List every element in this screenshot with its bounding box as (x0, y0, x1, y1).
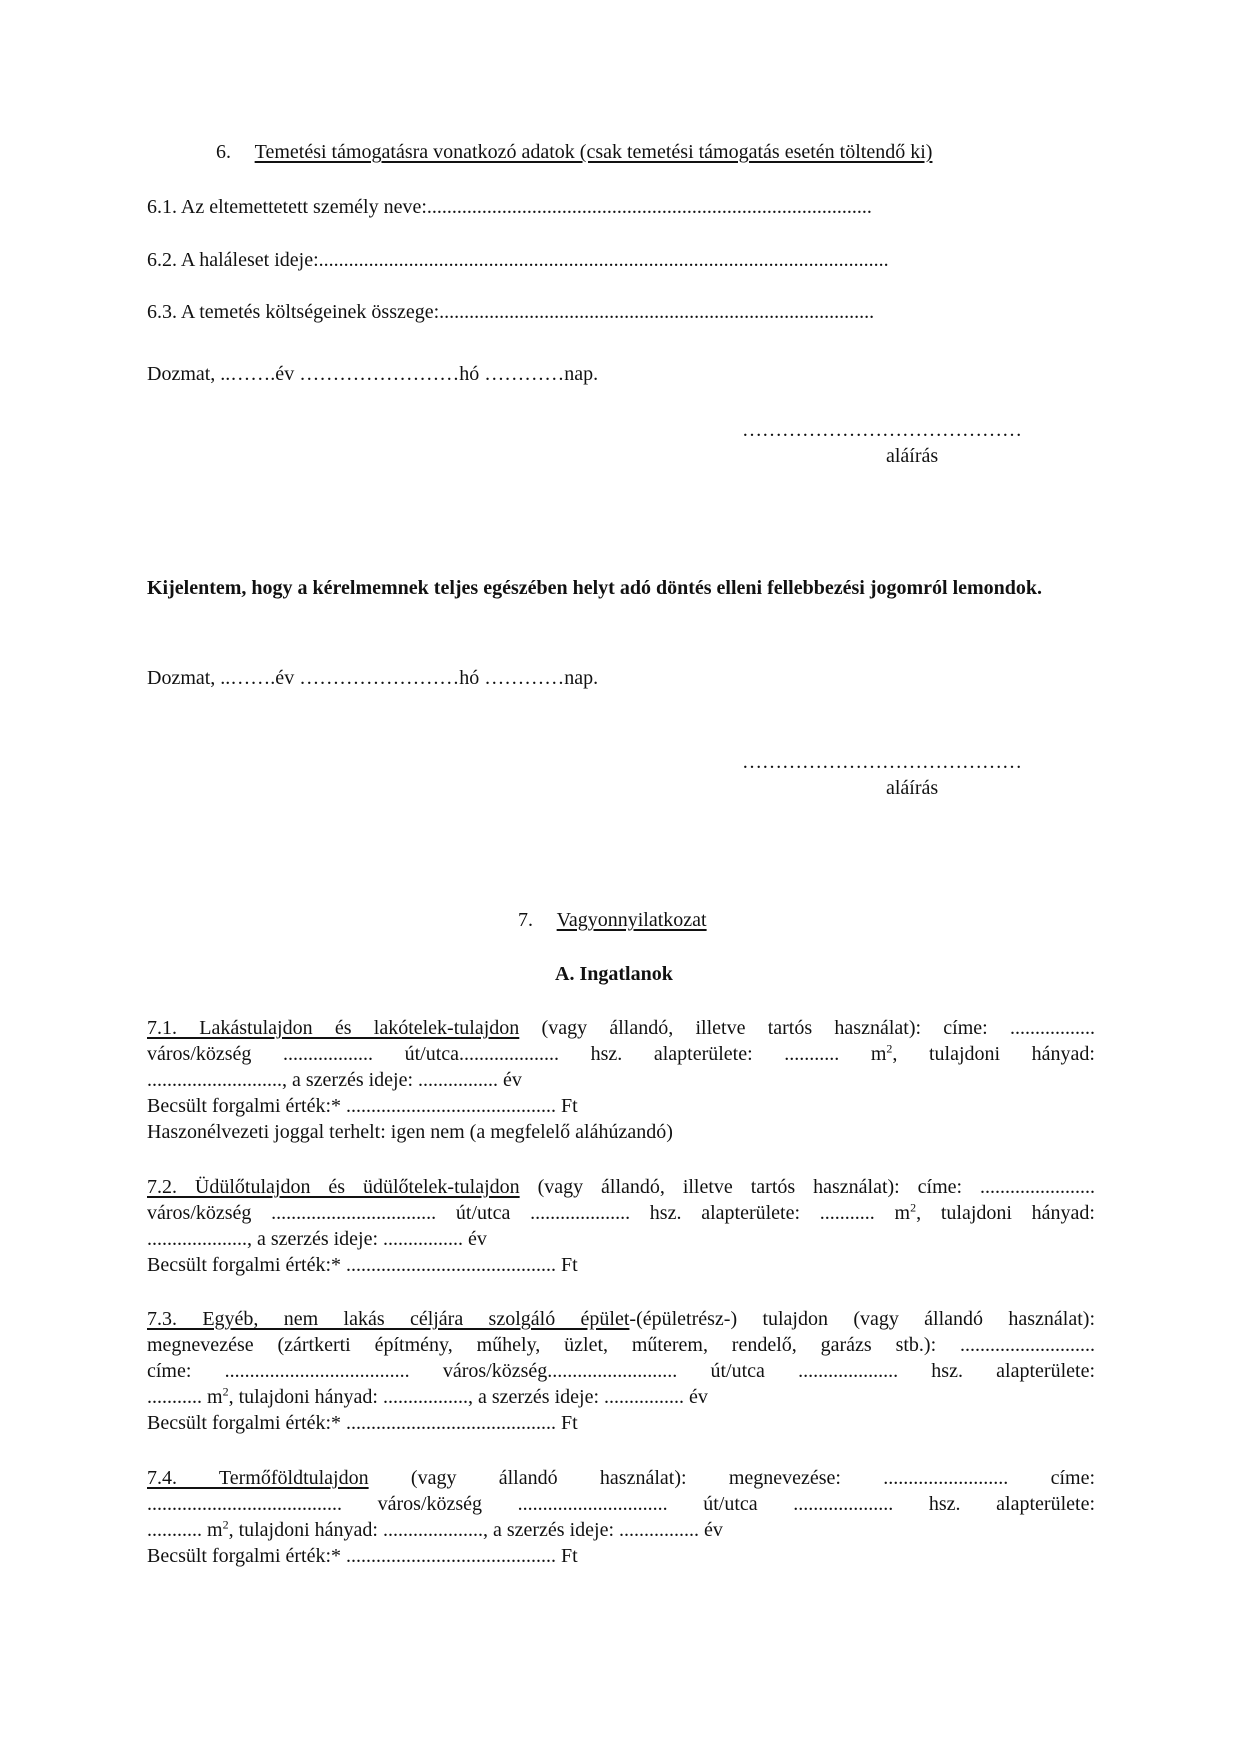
p73-sup: 2 (222, 1384, 229, 1399)
p71-heading: 7.1. Lakástulajdon és lakótelek-tulajdon (147, 1017, 520, 1039)
item-6-2: 6.2. A haláleset ideje:.................................................................................................................. (147, 249, 889, 271)
p74-line-1 (147, 1466, 1095, 1492)
section-6-number: 6. (216, 141, 231, 163)
p73-line-1-text: -(épületrész-) tulajdon (vagy állandó használat): (629, 1308, 1096, 1330)
p72-line-1 (147, 1175, 1095, 1201)
p73-line-5: Becsült forgalmi érték:* .......................................... Ft (147, 1412, 578, 1434)
section-7-title: Vagyonnyilatkozat (556, 909, 707, 931)
section-6-title: Temetési támogatásra vonatkozó adatok (csak temetési támogatás esetén töltendő ki) (254, 141, 933, 163)
p72-line-1-text: (vagy állandó, illetve tartós használat): címe: ....................... (537, 1176, 1095, 1198)
date-line-2: Dozmat, ..…….év ……………………hó …………nap. (147, 667, 599, 689)
p74-line-3a: ........... m (147, 1519, 223, 1541)
date-line-1: Dozmat, ..…….év ……………………hó …………nap. (147, 363, 599, 385)
p71-line-1 (147, 1016, 1095, 1042)
p73-line-3: címe: ..................................... város/község.......................... út/utca .................... hsz. alapterülete: (147, 1360, 1095, 1382)
p73-line-2: megnevezése (zártkerti építmény, műhely, üzlet, műterem, rendelő, garázs stb.): ........................... (147, 1334, 1095, 1356)
p71-line-3: ..........................., a szerzés ideje: ................ év (147, 1069, 522, 1091)
declaration-text (147, 576, 1095, 602)
declaration-content: Kijelentem, hogy a kérelmemnek teljes egészében helyt adó döntés elleni fellebbezési jogomról lemondok. (147, 577, 1043, 599)
section-7-number: 7. (518, 909, 533, 931)
p74-line-3 (147, 1518, 1095, 1544)
p71-sup: 2 (886, 1041, 893, 1056)
p72-line-4: Becsült forgalmi érték:* .......................................... Ft (147, 1254, 578, 1276)
p74-line-2: ....................................... város/község .............................. út/utca .................... hsz. alapterülete: (147, 1493, 1095, 1515)
signature-label-2: aláírás (886, 777, 939, 799)
signature-line-2: …………………………………… (742, 751, 1022, 773)
p71-line-5: Haszonélvezeti joggal terhelt: igen nem (a megfelelő aláhúzandó) (147, 1121, 673, 1143)
p72-line-2a: város/község ................................. út/utca .................... hsz. alapterülete: ........... m (147, 1202, 911, 1224)
item-6-1: 6.1. Az eltemettetett személy neve:......................................................................................... (147, 196, 872, 218)
p74-line-1-text: (vagy állandó használat): megnevezése: ......................... címe: (410, 1467, 1096, 1489)
p71-line-2 (147, 1042, 1095, 1068)
p73-line-4 (147, 1385, 1095, 1411)
p72-line-3: ...................., a szerzés ideje: ................ év (147, 1228, 487, 1250)
p71-line-4: Becsült forgalmi érték:* .......................................... Ft (147, 1095, 578, 1117)
p71-line-2b: , tulajdoni hányad: (892, 1043, 1095, 1065)
p72-line-2b: , tulajdoni hányad: (916, 1202, 1095, 1224)
p72-sup: 2 (910, 1200, 917, 1215)
p74-line-4: Becsült forgalmi érték:* .......................................... Ft (147, 1545, 578, 1567)
p74-line-3b: , tulajdoni hányad: ...................., a szerzés ideje: ................ év (228, 1519, 723, 1541)
p73-line-4b: , tulajdoni hányad: ................., a szerzés ideje: ................ év (228, 1386, 708, 1408)
p73-line-4a: ........... m (147, 1386, 223, 1408)
p74-sup: 2 (222, 1517, 229, 1532)
p71-line-2a: város/község .................. út/utca.................... hsz. alapterülete: ........... m (147, 1043, 887, 1065)
section-7-heading (518, 908, 707, 934)
p72-line-2 (147, 1201, 1095, 1227)
signature-label-1: aláírás (886, 445, 939, 467)
p71-line-1-text: (vagy állandó, illetve tartós használat): címe: ................. (541, 1017, 1095, 1039)
p72-heading: 7.2. Üdülőtulajdon és üdülőtelek-tulajdon (147, 1176, 520, 1198)
section-7-subtitle: A. Ingatlanok (555, 963, 673, 985)
section-6-heading (216, 140, 932, 166)
item-6-3: 6.3. A temetés költségeinek összege:....................................................................................... (147, 301, 875, 323)
p74-heading: 7.4. Termőföldtulajdon (147, 1467, 369, 1489)
signature-line-1: …………………………………… (742, 419, 1022, 441)
p73-line-1 (147, 1307, 1095, 1333)
p73-heading: 7.3. Egyéb, nem lakás céljára szolgáló épület (147, 1308, 630, 1330)
